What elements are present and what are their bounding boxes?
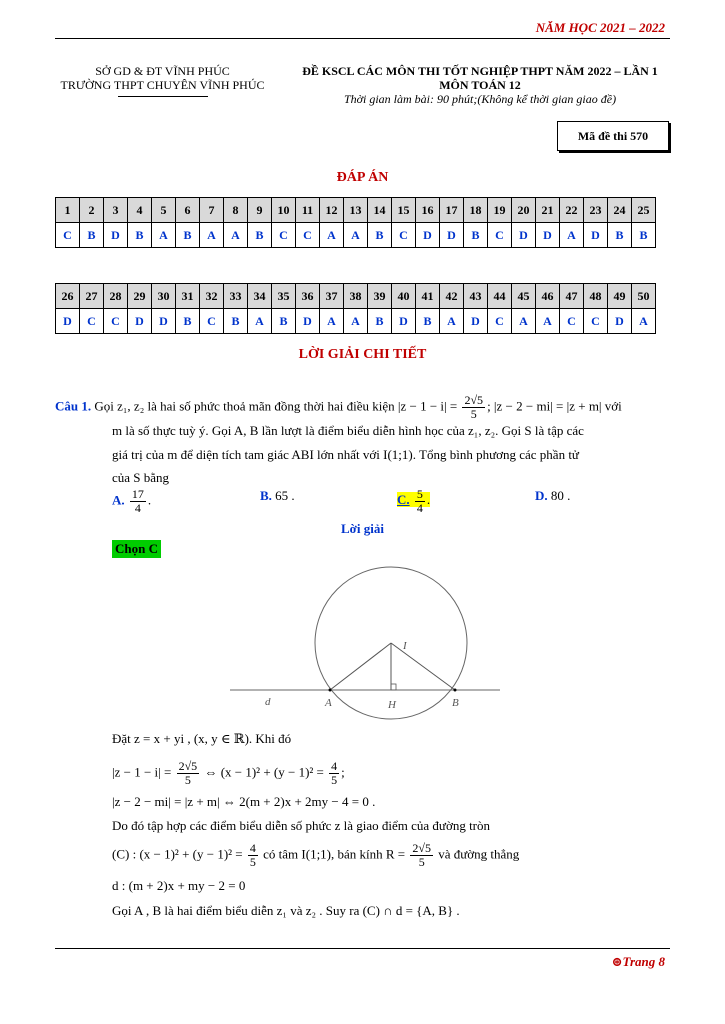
answer-number-14: 39 [368,284,392,309]
answer-letter-24: D [608,309,632,334]
answer-letter-4: D [128,309,152,334]
answer-number-19: 44 [488,284,512,309]
answer-letter-20: D [512,223,536,248]
answer-number-24: 49 [608,284,632,309]
answer-number-15: 40 [392,284,416,309]
answer-letter-10: B [272,309,296,334]
answer-letter-22: A [560,223,584,248]
answer-number-14: 14 [368,198,392,223]
answer-number-2: 27 [80,284,104,309]
answer-letter-24: B [608,223,632,248]
answer-letter-13: A [344,309,368,334]
option-c: C. $\frac{5}{4}$ . [397,487,431,515]
answer-number-22: 47 [560,284,584,309]
answer-number-13: 13 [344,198,368,223]
step-1: Đặt z = x + yi , (x, y ∈ ℝ). Khi đó [112,731,292,746]
answer-table-1 [55,197,656,248]
point-a [329,689,332,692]
option-b: B. 65 . [260,488,295,503]
exam-code-box: Mã đề thi 570 [557,121,669,151]
answer-letter-11: D [296,309,320,334]
answer-letter-14: B [368,223,392,248]
label-b: B [452,697,459,709]
chosen-answer: Chọn C [112,540,161,558]
right-angle-mark [391,684,396,690]
answer-number-12: 37 [320,284,344,309]
answer-letter-19: C [488,223,512,248]
question-line1: Câu 1. Gọi z₁, z₂ là hai số phức thoả mãn đồng thời hai điều kiện |z − 1 − i| = $\frac{2√5}{5}$ ; |z − 2 − mi| = |z + m| với [55,393,622,421]
label-a: A [325,697,332,709]
answer-letter-25: A [632,309,656,334]
step-6: d : (m + 2)x + my − 2 = 0 [112,878,246,893]
answer-number-21: 21 [536,198,560,223]
answer-number-18: 18 [464,198,488,223]
answer-letter-3: C [104,309,128,334]
answer-letter-5: A [152,223,176,248]
answer-number-19: 19 [488,198,512,223]
answer-letter-10: C [272,223,296,248]
answer-number-4: 29 [128,284,152,309]
segment-ib [391,643,455,690]
answer-number-3: 3 [104,198,128,223]
answer-letter-1: C [56,223,80,248]
answer-letter-2: C [80,309,104,334]
question-line4: của S bằng [112,470,170,485]
option-d: D. 80 . [535,488,571,503]
header-year: NĂM HỌC 2021 – 2022 [535,20,665,35]
answer-number-4: 4 [128,198,152,223]
answer-letter-2: B [80,223,104,248]
answer-letter-25: B [632,223,656,248]
answer-letter-21: A [536,309,560,334]
answer-number-12: 12 [320,198,344,223]
answer-number-23: 48 [584,284,608,309]
answer-number-16: 41 [416,284,440,309]
answer-letter-8: A [224,223,248,248]
answer-letter-4: B [128,223,152,248]
exam-time-note: Thời gian làm bài: 90 phút;(Không kể thời gian giao đề) [343,92,617,106]
answer-letter-15: D [392,309,416,334]
answer-number-20: 20 [512,198,536,223]
page-number: ⊛Trang 8 [611,954,665,969]
step-5: (C) : (x − 1)² + (y − 1)² = $\frac{4}{5}$ có tâm I(1;1), bán kính R = $\frac{2√5}{5}$ và đường thẳng [112,841,520,869]
answer-letter-18: B [464,223,488,248]
answer-number-1: 1 [56,198,80,223]
answer-letter-21: D [536,223,560,248]
answer-letter-9: B [248,223,272,248]
step-3: |z − 2 − mi| = |z + m| ⇔ 2(m + 2)x + 2my − 4 = 0 . [112,794,376,809]
answer-letter-20: A [512,309,536,334]
answer-table-2 [55,283,656,334]
answer-letter-1: D [56,309,80,334]
answer-letter-11: C [296,223,320,248]
answer-number-17: 42 [440,284,464,309]
answer-letter-12: A [320,223,344,248]
answer-number-3: 28 [104,284,128,309]
answer-number-11: 11 [296,198,320,223]
answer-letter-6: B [176,309,200,334]
answer-number-21: 46 [536,284,560,309]
answer-number-1: 26 [56,284,80,309]
label-h: H [388,699,396,711]
geometry-figure [225,560,505,720]
answer-letter-15: C [392,223,416,248]
question-fraction: $\frac{2√5}{5}$ [464,393,484,421]
answer-number-20: 45 [512,284,536,309]
answer-number-9: 34 [248,284,272,309]
answer-letter-19: C [488,309,512,334]
answer-number-11: 36 [296,284,320,309]
label-d: d [265,696,271,708]
answers-title: ĐÁP ÁN [336,170,389,185]
answer-number-13: 38 [344,284,368,309]
answer-number-25: 25 [632,198,656,223]
answer-number-18: 43 [464,284,488,309]
question-label: Câu 1. [55,398,92,414]
answer-letter-16: D [416,223,440,248]
answer-letter-8: B [224,309,248,334]
answer-letter-13: A [344,223,368,248]
header-divider [55,38,670,39]
answer-number-15: 15 [392,198,416,223]
answer-number-9: 9 [248,198,272,223]
answer-letter-12: A [320,309,344,334]
answer-number-6: 6 [176,198,200,223]
exam-title: ĐỀ KSCL CÁC MÔN THI TỐT NGHIỆP THPT NĂM 2022 – LẦN 1 [302,64,658,78]
step-7: Gọi A , B là hai điểm biểu diễn z₁ và z₂ . Suy ra (C) ∩ d = {A, B} . [112,903,460,918]
answer-number-10: 35 [272,284,296,309]
answer-letter-23: C [584,309,608,334]
answer-number-6: 31 [176,284,200,309]
answer-number-22: 22 [560,198,584,223]
answer-number-17: 17 [440,198,464,223]
answer-letter-16: B [416,309,440,334]
school-line1: SỞ GD & ĐT VĨNH PHÚC [95,64,230,78]
question-line2: m là số thực tuỳ ý. Gọi A, B lần lượt là điểm biểu diễn hình học của z₁, z₂. Gọi S là tập các [112,423,584,438]
answer-number-8: 8 [224,198,248,223]
footer-divider [55,948,670,949]
answer-number-7: 32 [200,284,224,309]
answer-letter-7: A [200,223,224,248]
answer-number-10: 10 [272,198,296,223]
segment-ia [330,643,391,690]
exam-block [280,64,680,106]
answer-letter-23: D [584,223,608,248]
step-4: Do đó tập hợp các điểm biểu diễn số phức z là giao điểm của đường tròn [112,818,491,833]
solution-title: LỜI GIẢI CHI TIẾT [298,347,427,362]
answer-letter-7: C [200,309,224,334]
answer-letter-5: D [152,309,176,334]
answer-number-8: 33 [224,284,248,309]
school-line2: TRƯỜNG THPT CHUYÊN VĨNH PHÚC [60,78,265,92]
point-b [454,689,457,692]
answer-number-16: 16 [416,198,440,223]
school-block [55,64,270,97]
answer-letter-22: C [560,309,584,334]
answer-letter-17: D [440,223,464,248]
option-a: A. $\frac{17}{4}$ . [112,487,152,515]
answer-number-23: 23 [584,198,608,223]
answer-letter-9: A [248,309,272,334]
label-i: I [403,640,407,652]
question-line3: giá trị của m để diện tích tam giác ABI lớn nhất với I(1;1). Tổng bình phương các phần tử [112,447,579,462]
answer-number-5: 30 [152,284,176,309]
solution-label: Lời giải [341,521,384,536]
answer-number-7: 7 [200,198,224,223]
answer-letter-3: D [104,223,128,248]
answer-letter-6: B [176,223,200,248]
answer-number-5: 5 [152,198,176,223]
school-underline [118,96,208,97]
answer-letter-18: D [464,309,488,334]
answer-letter-17: A [440,309,464,334]
step-2: |z − 1 − i| = $\frac{2√5}{5}$ ⇔ (x − 1)² + (y − 1)² = $\frac{4}{5}$ ; [112,759,345,787]
answer-letter-14: B [368,309,392,334]
exam-subject: MÔN TOÁN 12 [439,78,521,92]
answer-number-2: 2 [80,198,104,223]
answer-number-24: 24 [608,198,632,223]
answer-number-25: 50 [632,284,656,309]
